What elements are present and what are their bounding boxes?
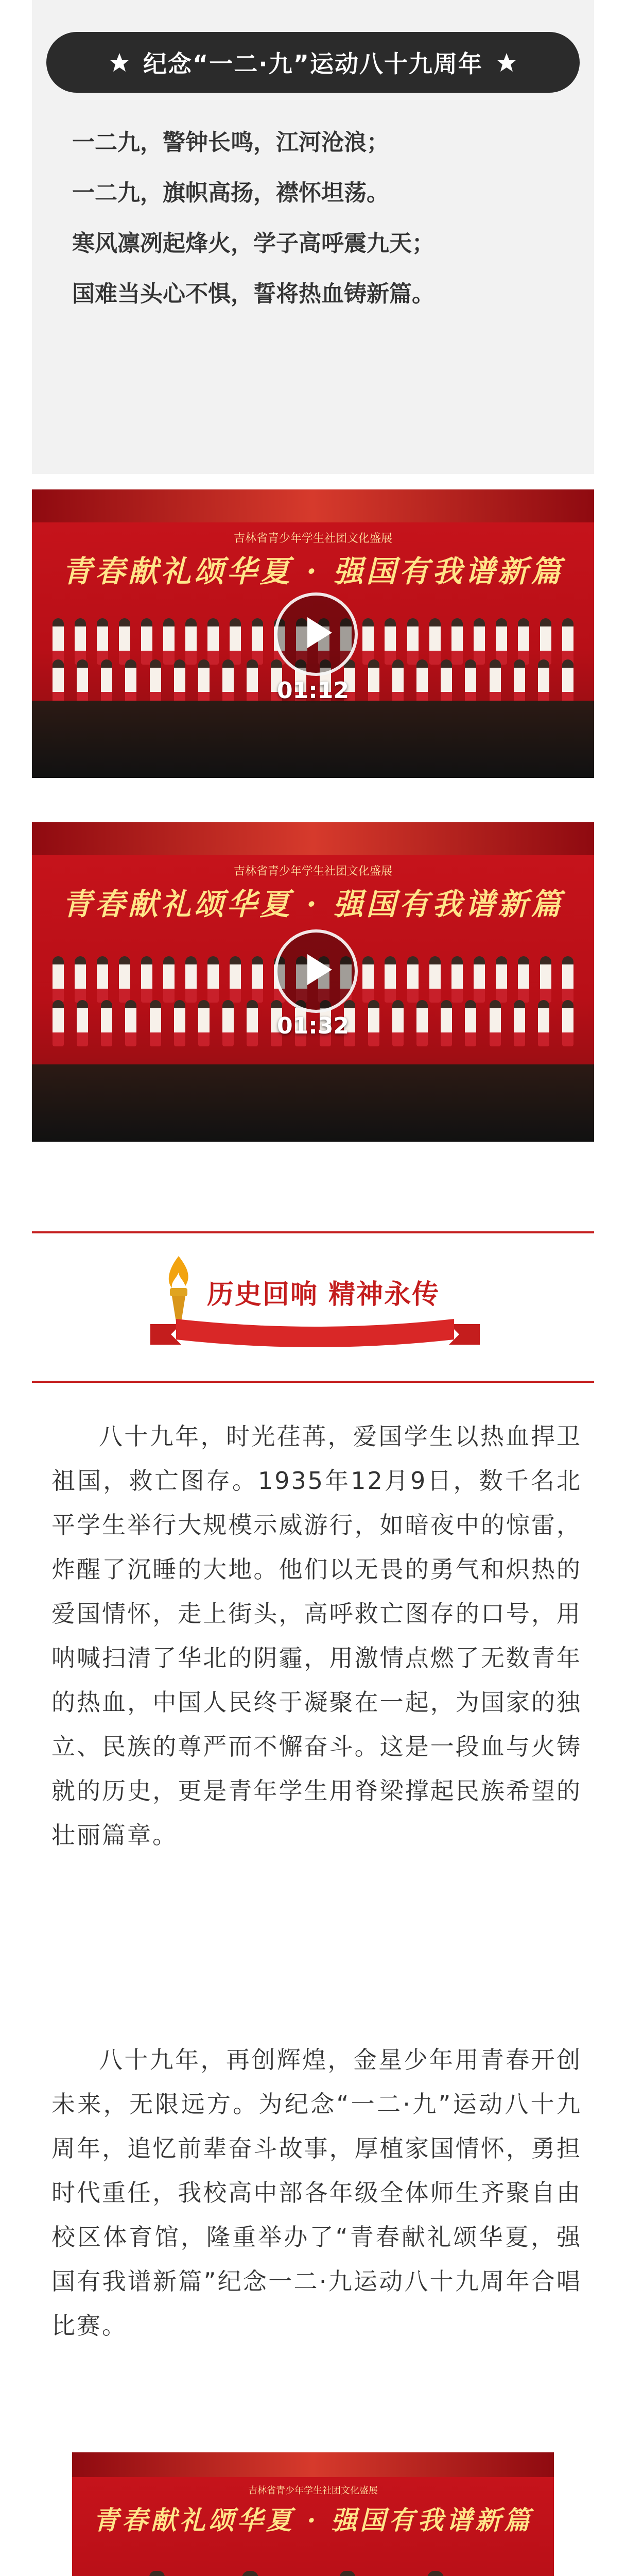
event-caption: 吉林省青少年学生社团文化盛展 [233, 532, 392, 545]
section-header [32, 1231, 594, 1386]
stage-banner: 青春献礼颂华夏 · 强国有我谱新篇 [62, 887, 564, 922]
video-duration: 01:12 [276, 677, 350, 704]
poem-title: 纪念“一二·九”运动八十九周年 [143, 50, 483, 78]
poem-title-pill [46, 32, 580, 93]
stage-photo [72, 2452, 554, 2576]
poem-line: 国难当头心不惧，誓将热血铸新篇。 [72, 281, 434, 307]
play-icon[interactable] [274, 592, 358, 676]
poem-panel [32, 0, 594, 474]
torch-icon [155, 1252, 202, 1324]
paragraph: 八十九年，再创辉煌，金星少年用青春开创未来，无限远方。为纪念“一二·九”运动八十九周年，追忆前辈奋斗故事，厚植家国情怀，勇担时代重任，我校高中部各年级全体师生齐聚自由校区体育馆，隆重举办了“青春献礼颂华夏，强国有我谱新篇”纪念一二·九运动八十九周年合唱比赛。 [51, 2046, 582, 2340]
video-player[interactable] [32, 822, 594, 1142]
section-title: 历史回响 精神永传 [207, 1279, 440, 1310]
ribbon-decoration [150, 1319, 480, 1350]
stage-banner: 青春献礼颂华夏 · 强国有我谱新篇 [62, 554, 564, 589]
poem-line: 一二九，警钟长鸣，江河沧浪； [72, 129, 389, 156]
event-caption: 吉林省青少年学生社团文化盛展 [233, 865, 392, 878]
poem-line: 寒风凛冽起烽火，学子高呼震九天； [72, 230, 434, 257]
star-icon [496, 52, 517, 73]
video-duration: 01:32 [276, 1013, 350, 1039]
poem-lines [72, 117, 566, 319]
play-icon[interactable] [274, 929, 358, 1013]
event-caption: 吉林省青少年学生社团文化盛展 [248, 2485, 378, 2496]
article-body [51, 2038, 582, 2348]
poem-line: 一二九，旗帜高扬，襟怀坦荡。 [72, 180, 389, 206]
divider [32, 1381, 594, 1383]
article-body [51, 1414, 582, 1857]
video-player[interactable] [32, 489, 594, 778]
star-icon [109, 52, 130, 73]
paragraph: 八十九年，时光荏苒，爱国学生以热血捍卫祖国，救亡图存。1935年12月9日，数千名北平学生举行大规模示威游行，如暗夜中的惊雷，炸醒了沉睡的大地。他们以无畏的勇气和炽热的爱国情怀，走上街头，高呼救亡图存的口号，用呐喊扫清了华北的阴霾，用激情点燃了无数青年的热血，中国人民终于凝聚在一起，为国家的独立、民族的尊严而不懈奋斗。这是一段血与火铸就的历史，更是青年学生用脊梁撑起民族希望的壮丽篇章。 [51, 1422, 582, 1849]
stage-banner: 青春献礼颂华夏 · 强国有我谱新篇 [93, 2505, 533, 2535]
divider [32, 1231, 594, 1233]
